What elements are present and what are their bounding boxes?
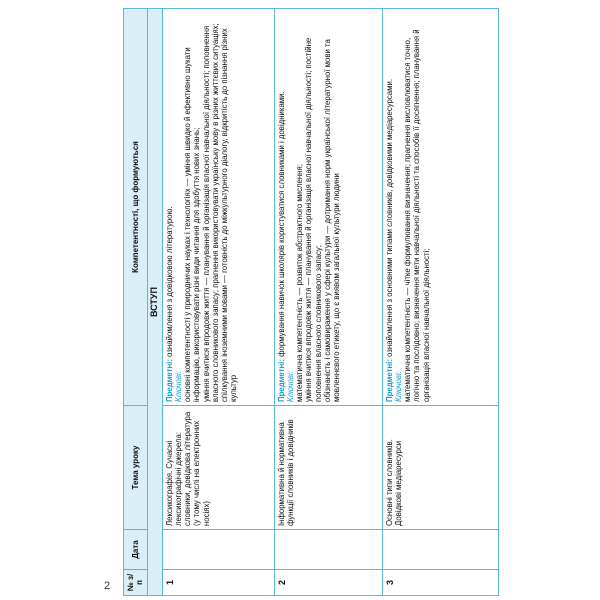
key-label: Ключові: (394, 371, 404, 402)
key-label: Ключові: (174, 371, 184, 402)
header-topic: Тема уроку (124, 406, 148, 530)
subject-label: Предметні: (384, 359, 394, 402)
row-number: 3 (382, 570, 498, 596)
subject-text: ознайомлення з основними типами словників, довідковими медіаресурсами. (384, 79, 394, 357)
key-item: уміння вчитися впродовж життя — планування й організація власної навчальної діяльності; поповнення власного словникового запасу; прагнення використовувати українську мову в різних життєвих ситуаціях; (201, 23, 220, 402)
key-item: спілкування іноземними мовами — готовність до міжкультурного діалогу, відкритість до пізнання різних культур (220, 28, 239, 402)
subject-text: формування навичок школярів користуватися словниками і довідниками. (276, 91, 286, 357)
row-number: 2 (274, 570, 382, 596)
key-item: основні компетентності у природничих науках і технологіях — уміння швидко й ефективно шукати інформацію, використовувати різні види читання для здобуття нових знань; (183, 47, 202, 402)
section-title: ВСТУП (147, 9, 162, 596)
table-row (274, 9, 382, 596)
row-competences (274, 9, 382, 406)
subject-label: Предметні: (276, 359, 286, 402)
row-date (162, 530, 274, 570)
key-label: Ключові: (286, 371, 296, 402)
row-date (382, 530, 498, 570)
subject-label: Предметні: (164, 359, 174, 402)
table-row (162, 9, 274, 596)
page-number: 2 (104, 580, 111, 592)
key-item: обізнаність і самовираження у сфері культури — дотримання норм української літературної мови та мовленнєвого етикету, що є виявом загальної культури людини (322, 39, 341, 402)
rotated-table-wrapper (123, 8, 499, 596)
row-date (274, 530, 382, 570)
header-num: № з/п (124, 570, 148, 596)
row-topic: Інформативна й нормативна функції словників і довідників (274, 406, 382, 530)
competences-table (123, 8, 499, 596)
header-row (124, 9, 148, 596)
header-date: Дата (124, 530, 148, 570)
row-competences (162, 9, 274, 406)
row-topic: Основні типи словників. Довідкові медіаресурси (382, 406, 498, 530)
table-row (382, 9, 498, 596)
row-competences (382, 9, 498, 406)
header-competences: Компетентності, що формуються (124, 9, 148, 406)
key-item: математична компетентність — розвиток абстрактного мислення; (295, 164, 305, 402)
key-item: математична компетентність — чітке формулювання визначення; прагнення висловлюватися точно, логічно та послідовно; визначення мети навчальної діяльності та способів її досягнення; планування й організація власної навчальної діяльності; (403, 29, 431, 402)
key-item: уміння вчитися впродовж життя — планування й організація власної навчальної діяльності; постійне поповнення власного словникового запасу; (304, 37, 323, 402)
row-number: 1 (162, 570, 274, 596)
section-row (147, 9, 162, 596)
subject-text: ознайомлення з довідковою літературою. (164, 206, 174, 357)
row-topic: Лексикографія. Сучасні лексикографічні джерела: словники, довідкова література (у тому числі на електронних носіях) (162, 406, 274, 530)
